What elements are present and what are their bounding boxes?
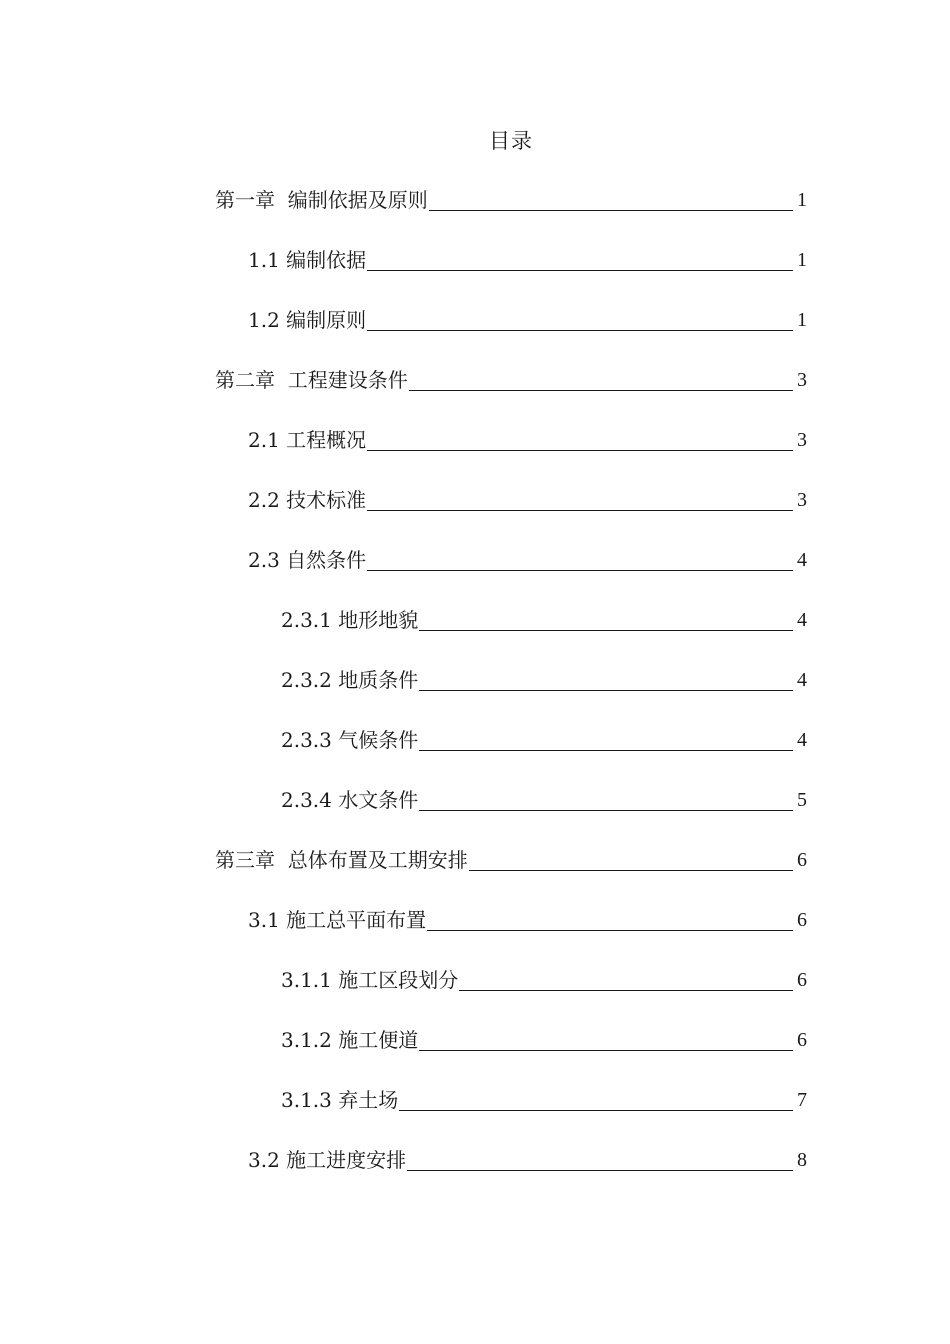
toc-entry[interactable]	[215, 184, 807, 244]
toc-list	[215, 184, 807, 1204]
toc-entry[interactable]	[215, 1144, 807, 1204]
toc-entry-page: 3	[797, 489, 807, 511]
toc-leader-line	[367, 544, 793, 571]
toc-entry-page: 6	[797, 909, 807, 931]
toc-entry-page: 4	[797, 729, 807, 751]
toc-entry-label: 2.1 工程概况	[248, 428, 367, 452]
toc-entry[interactable]	[215, 604, 807, 664]
toc-leader-line	[429, 184, 793, 211]
toc-entry[interactable]	[215, 304, 807, 364]
toc-entry[interactable]	[215, 244, 807, 304]
toc-entry[interactable]	[215, 484, 807, 544]
toc-entry-page: 7	[797, 1089, 807, 1111]
toc-entry-page: 1	[797, 309, 807, 331]
toc-entry-page: 4	[797, 549, 807, 571]
toc-entry-label: 3.2 施工进度安排	[248, 1148, 407, 1172]
toc-entry-page: 5	[797, 789, 807, 811]
toc-entry-page: 4	[797, 669, 807, 691]
toc-entry-page: 6	[797, 969, 807, 991]
toc-entry-page: 1	[797, 189, 807, 211]
toc-leader-line	[367, 484, 793, 511]
toc-entry[interactable]	[215, 904, 807, 964]
toc-leader-line	[419, 784, 793, 811]
toc-entry-label: 第二章 工程建设条件	[215, 368, 408, 392]
toc-leader-line	[399, 1084, 793, 1111]
toc-entry-label: 1.2 编制原则	[248, 308, 367, 332]
toc-entry[interactable]	[215, 964, 807, 1024]
toc-leader-line	[367, 244, 793, 271]
toc-entry-label: 3.1.3 弃土场	[281, 1088, 399, 1112]
toc-entry-page: 3	[797, 369, 807, 391]
toc-entry-page: 1	[797, 249, 807, 271]
toc-entry-label: 第一章 编制依据及原则	[215, 188, 428, 212]
toc-entry-label: 1.1 编制依据	[248, 248, 367, 272]
toc-entry[interactable]	[215, 424, 807, 484]
toc-entry-label: 2.2 技术标准	[248, 488, 367, 512]
toc-leader-line	[469, 844, 793, 871]
toc-leader-line	[419, 604, 793, 631]
toc-entry-label: 2.3.1 地形地貌	[281, 608, 419, 632]
toc-entry-page: 6	[797, 849, 807, 871]
toc-entry-page: 6	[797, 1029, 807, 1051]
toc-entry[interactable]	[215, 364, 807, 424]
toc-leader-line	[367, 424, 793, 451]
toc-entry-label: 3.1.1 施工区段划分	[281, 968, 459, 992]
toc-entry[interactable]	[215, 1084, 807, 1144]
toc-entry[interactable]	[215, 724, 807, 784]
toc-entry-label: 2.3.4 水文条件	[281, 788, 419, 812]
toc-entry[interactable]	[215, 784, 807, 844]
toc-entry-label: 2.3.3 气候条件	[281, 728, 419, 752]
toc-leader-line	[419, 1024, 793, 1051]
toc-entry-label: 第三章 总体布置及工期安排	[215, 848, 468, 872]
toc-entry-page: 8	[797, 1149, 807, 1171]
toc-entry[interactable]	[215, 1024, 807, 1084]
toc-leader-line	[407, 1144, 793, 1171]
toc-leader-line	[367, 304, 793, 331]
toc-leader-line	[409, 364, 793, 391]
toc-leader-line	[427, 904, 793, 931]
toc-entry[interactable]	[215, 544, 807, 604]
toc-entry[interactable]	[215, 664, 807, 724]
toc-title: 目录	[489, 129, 533, 153]
toc-entry-label: 2.3.2 地质条件	[281, 668, 419, 692]
toc-entry-label: 3.1.2 施工便道	[281, 1028, 419, 1052]
toc-leader-line	[419, 724, 793, 751]
toc-entry-label: 3.1 施工总平面布置	[248, 908, 427, 932]
toc-entry[interactable]	[215, 844, 807, 904]
toc-entry-page: 4	[797, 609, 807, 631]
toc-entry-label: 2.3 自然条件	[248, 548, 367, 572]
toc-entry-page: 3	[797, 429, 807, 451]
toc-leader-line	[419, 664, 793, 691]
toc-leader-line	[459, 964, 793, 991]
